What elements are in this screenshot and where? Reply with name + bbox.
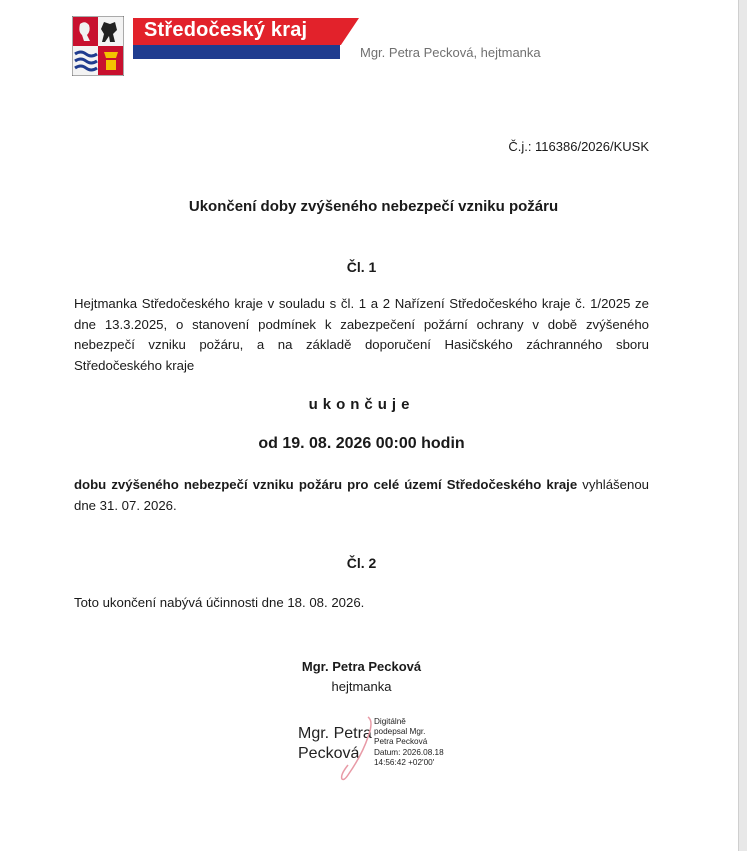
signature-detail-line: Digitálně	[374, 717, 406, 726]
digital-signature-name-line2: Pecková	[298, 745, 360, 762]
signatory-name: Mgr. Petra Pecková	[301, 659, 422, 674]
signatory-role: hejtmanka	[331, 679, 392, 694]
page-edge-scrollbar	[738, 0, 747, 851]
header-subtitle: Mgr. Petra Pecková, hejtmanka	[360, 45, 541, 60]
scope-rest: vyhlášenou dne 31. 07. 2026.	[74, 477, 649, 513]
coat-of-arms-icon	[72, 16, 124, 76]
section-2-heading: Čl. 2	[346, 555, 377, 571]
brand-name: Středočeský kraj	[144, 19, 308, 41]
brand-banner-blue	[133, 45, 340, 59]
reference-number: Č.j.: 116386/2026/KUSK	[508, 139, 649, 154]
digital-signature-details	[374, 717, 444, 768]
effective-time: od 19. 08. 2026 00:00 hodin	[258, 435, 465, 452]
section-1-heading: Čl. 1	[346, 259, 377, 275]
document-title: Ukončení doby zvýšeného nebezpečí vzniku požáru	[188, 198, 559, 215]
signature-detail-line: Petra Pecková	[374, 737, 428, 747]
signature-detail-line: podepsal Mgr.	[374, 727, 426, 737]
scope-bold: dobu zvýšeného nebezpečí vzniku požáru pro celé území Středočeského kraje	[74, 477, 578, 492]
action-word: ukončuje	[308, 396, 415, 413]
section-2-text: Toto ukončení nabývá účinnosti dne 18. 08. 2026.	[74, 595, 365, 610]
signature-swash-icon	[338, 713, 378, 783]
digital-signature-name-line1: Mgr. Petra	[298, 725, 372, 742]
section-1-text: Hejtmanka Středočeského kraje v souladu s čl. 1 a 2 Nařízení Středočeského kraje č. 1/2025 ze dne 13.3.2025, o stanovení podmínek k zabezpečení požární ochrany v době zvýšeného nebezpečí vzniku požáru, a na základě doporučení Hasičského záchranného sboru Středočeského kraje	[74, 296, 649, 373]
signature-detail-line: 14:56:42 +02'00'	[374, 757, 435, 767]
signature-detail-line: Datum: 2026.08.18	[374, 747, 444, 757]
scope-paragraph	[74, 475, 649, 516]
